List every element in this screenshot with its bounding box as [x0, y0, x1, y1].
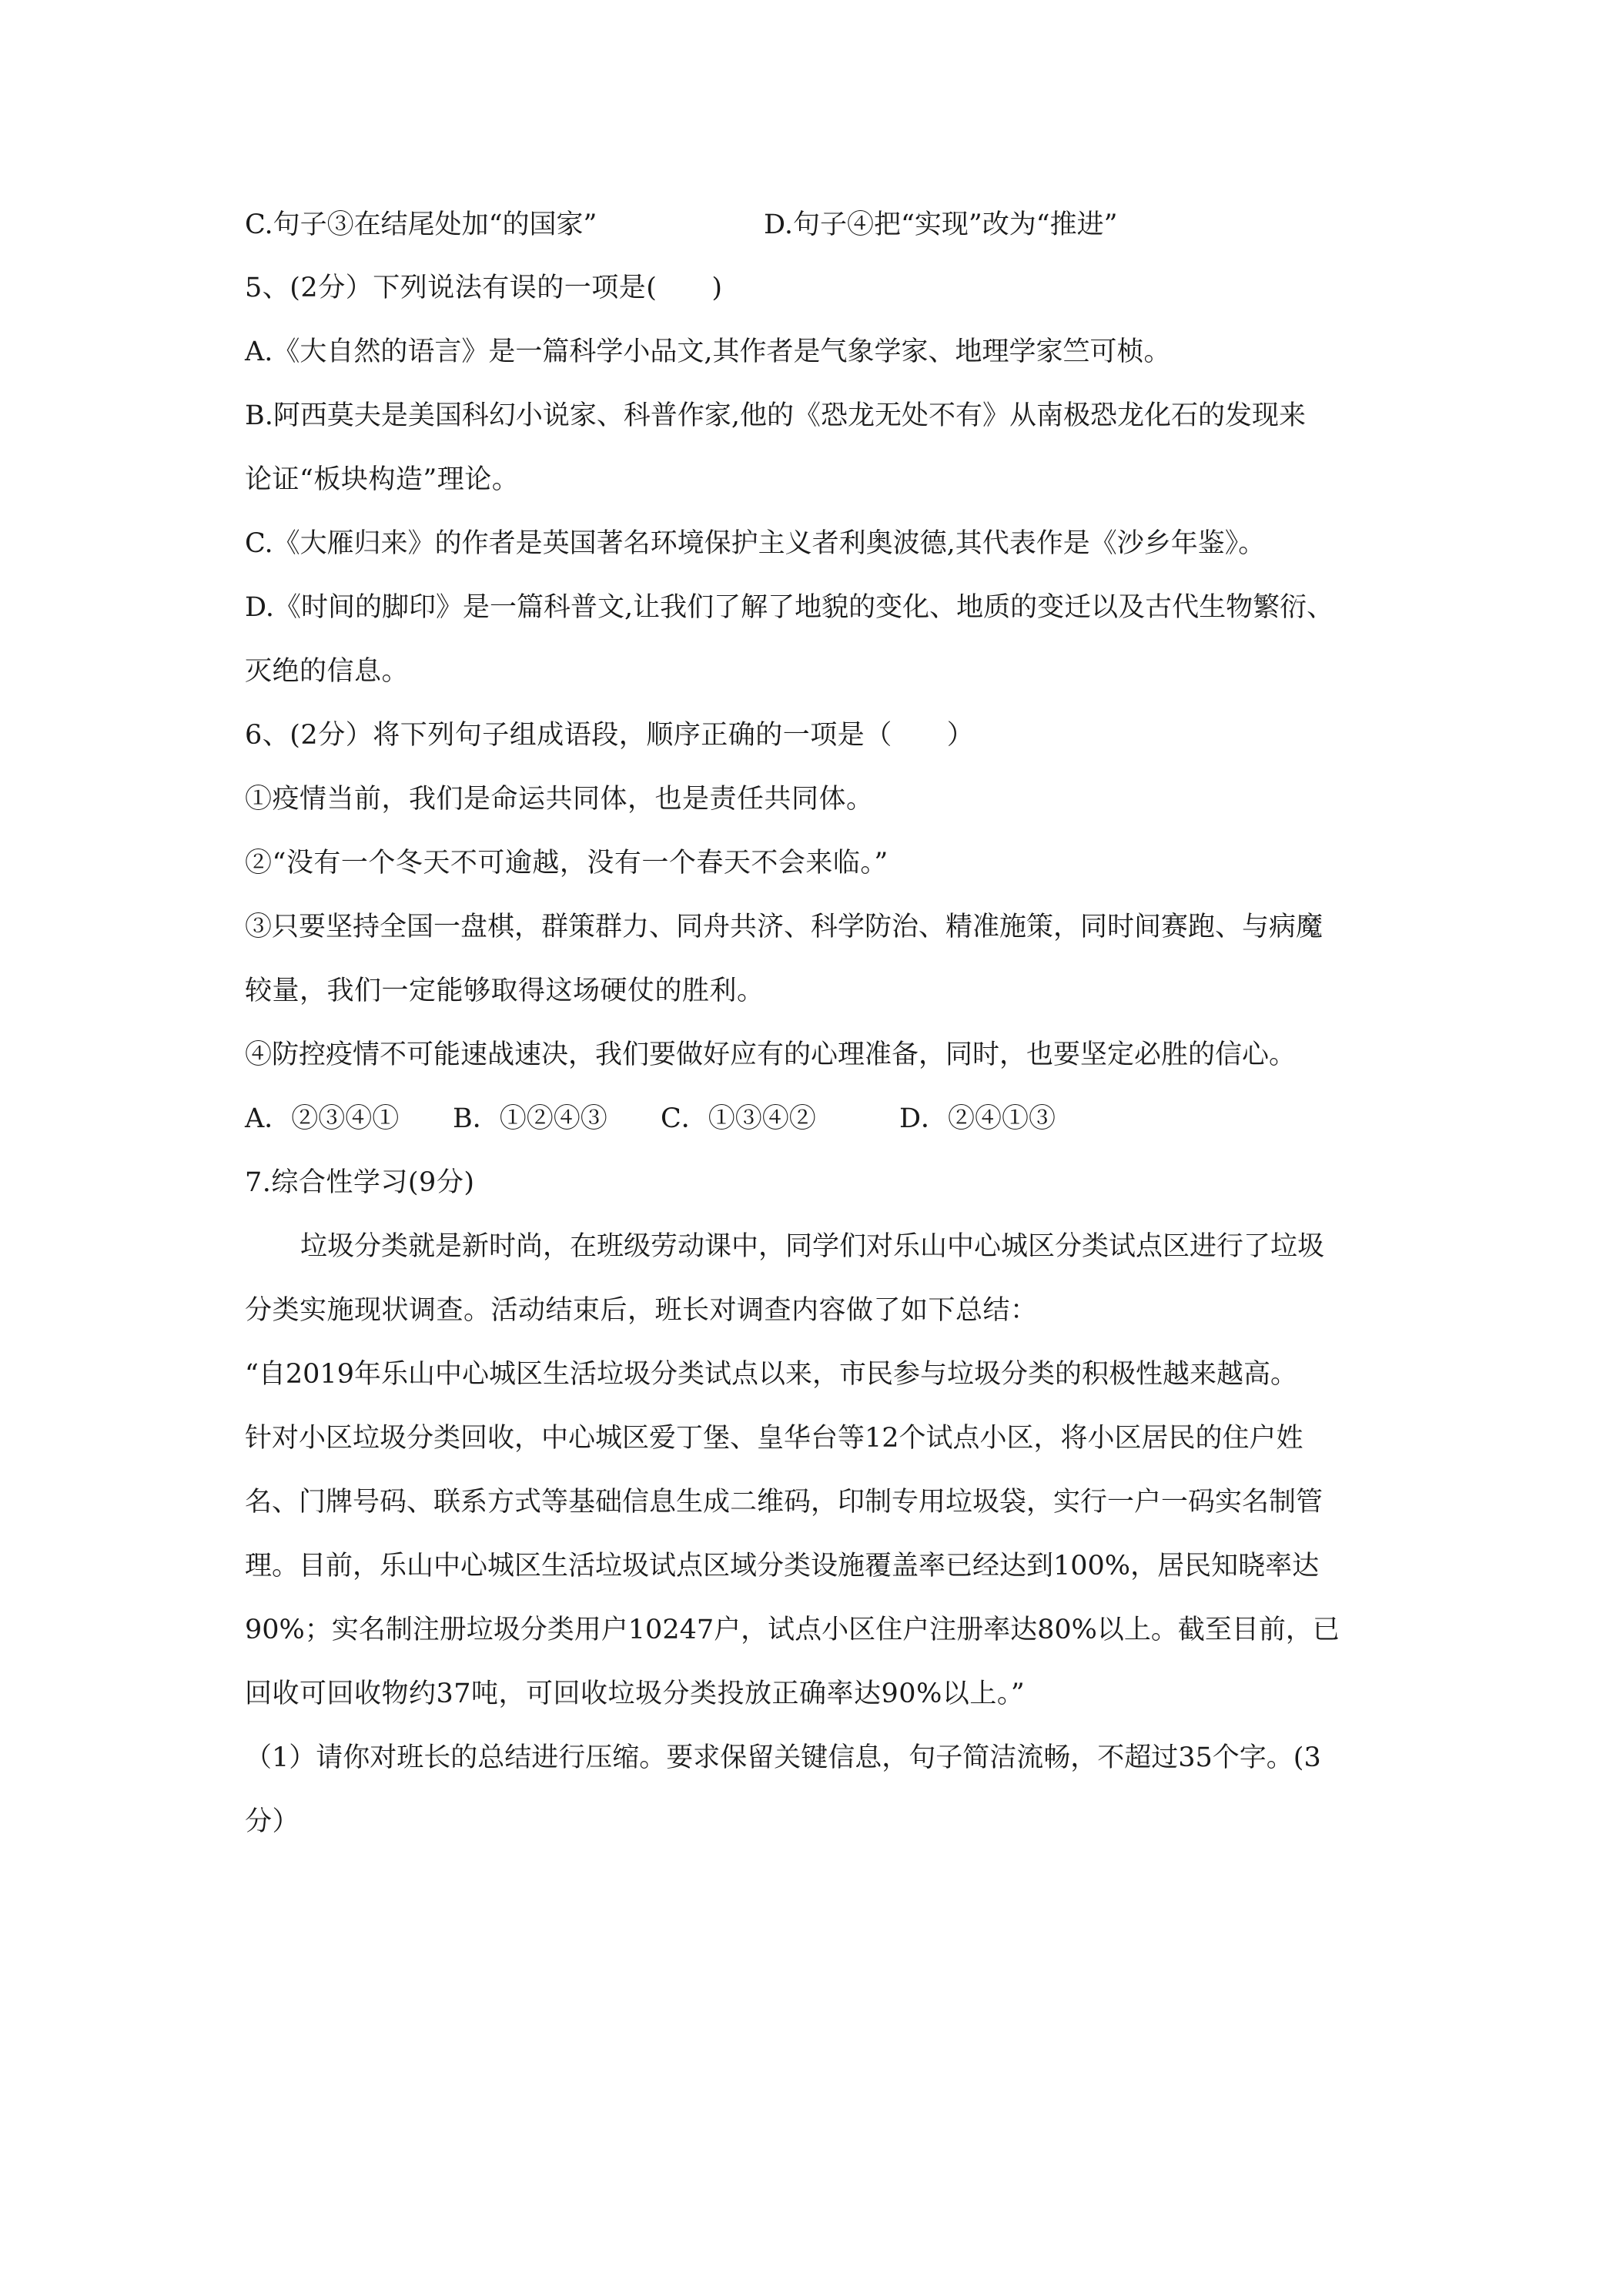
summary-line-6: 回收可回收物约37吨，可回收垃圾分类投放正确率达90%以上。”	[245, 1678, 1026, 1709]
question-5-option-d: D.《时间的脚印》是一篇科普文,让我们了解了地貌的变化、地质的变迁以及古代生物繁衍、	[245, 592, 1334, 623]
question-5-stem: 5、(2分）下列说法有误的一项是( )	[245, 273, 723, 303]
question-5-option-c: C.《大雁归来》的作者是英国著名环境保护主义者利奥波德,其代表作是《沙乡年鉴》。	[245, 528, 1266, 559]
passage-line-1: 垃圾分类就是新时尚，在班级劳动课中，同学们对乐山中心城区分类试点区进行了垃圾	[300, 1231, 1325, 1262]
question-7-sub-1-cont: 分）	[245, 1806, 300, 1837]
sentence-1: ①疫情当前，我们是命运共同体，也是责任共同体。	[245, 784, 874, 815]
question-6-option-d: D．②④①③	[899, 1103, 1056, 1134]
summary-line-1: “自2019年乐山中心城区生活垃圾分类试点以来，市民参与垃圾分类的积极性越来越高。	[245, 1359, 1297, 1390]
question-5-option-d-cont: 灭绝的信息。	[245, 656, 410, 687]
sentence-3-cont: 较量，我们一定能够取得这场硬仗的胜利。	[245, 976, 765, 1006]
sentence-3: ③只要坚持全国一盘棋，群策群力、同舟共济、科学防治、精准施策，同时间赛跑、与病魔	[245, 912, 1323, 942]
sentence-4: ④防控疫情不可能速战速决，我们要做好应有的心理准备，同时，也要坚定必胜的信心。	[245, 1039, 1297, 1070]
question-5-option-b: B.阿西莫夫是美国科幻小说家、科普作家,他的《恐龙无处不有》从南极恐龙化石的发现来	[245, 400, 1306, 431]
question-6-stem: 6、(2分）将下列句子组成语段，顺序正确的一项是（ ）	[245, 720, 975, 751]
option-c-q4: C.句子③在结尾处加“的国家”	[245, 209, 597, 240]
summary-line-3: 名、门牌号码、联系方式等基础信息生成二维码，印制专用垃圾袋，实行一户一码实名制管	[245, 1487, 1323, 1518]
question-5-option-a: A.《大自然的语言》是一篇科学小品文,其作者是气象学家、地理学家竺可桢。	[245, 336, 1171, 367]
question-5-option-b-cont: 论证“板块构造”理论。	[245, 464, 520, 495]
question-6-option-c: C．①③④②	[661, 1103, 816, 1134]
option-d-q4: D.句子④把“实现”改为“推进”	[764, 209, 1118, 240]
question-7-heading: 7.综合性学习(9分)	[245, 1167, 475, 1198]
passage-line-2: 分类实施现状调查。活动结束后，班长对调查内容做了如下总结：	[245, 1295, 1038, 1326]
question-6-option-a: A．②③④①	[245, 1103, 400, 1134]
summary-line-5: 90%；实名制注册垃圾分类用户10247户，试点小区住户注册率达80%以上。截至目前，已	[245, 1615, 1340, 1645]
sentence-2: ②“没有一个冬天不可逾越，没有一个春天不会来临。”	[245, 848, 888, 879]
question-6-option-b: B．①②④③	[453, 1103, 607, 1134]
summary-line-2: 针对小区垃圾分类回收，中心城区爱丁堡、皇华台等12个试点小区，将小区居民的住户姓	[245, 1423, 1303, 1454]
summary-line-4: 理。目前，乐山中心城区生活垃圾试点区域分类设施覆盖率已经达到100%，居民知晓率达	[245, 1551, 1320, 1581]
question-7-sub-1: （1）请你对班长的总结进行压缩。要求保留关键信息，句子简洁流畅，不超过35个字。(3	[245, 1742, 1321, 1773]
